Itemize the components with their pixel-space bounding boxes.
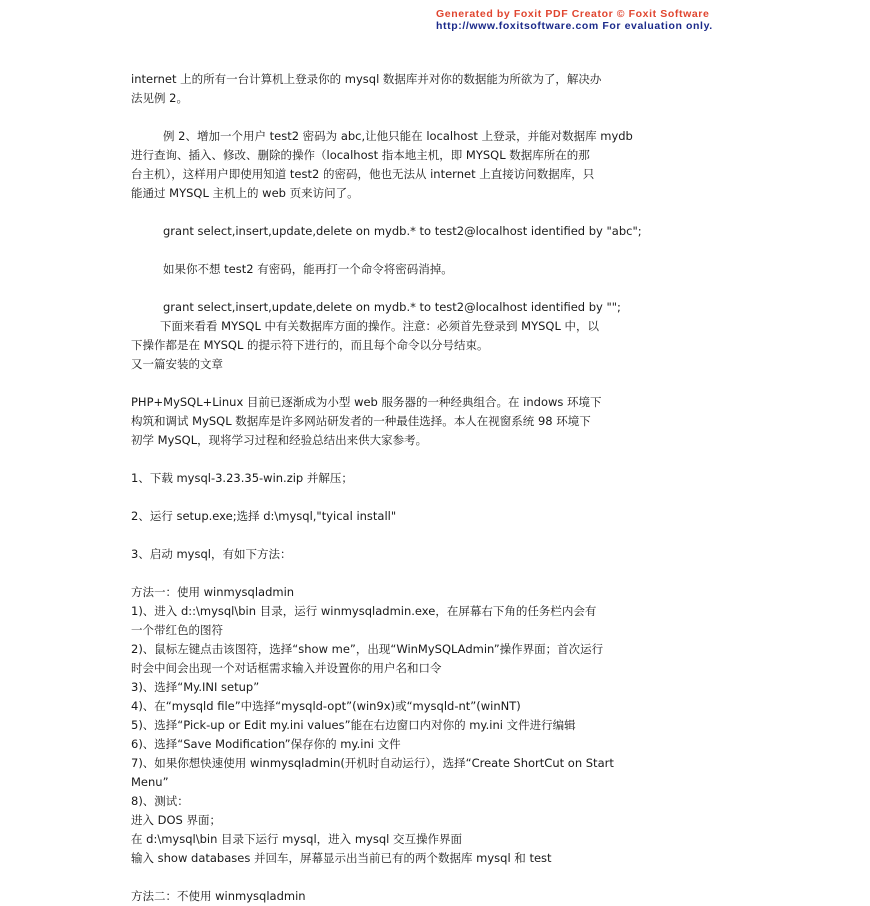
step-line: 2)、鼠标左键点击该图符，选择“show me”，出现“WinMySQLAdmin”操作界面；首次运行 [131, 642, 604, 656]
body-line: 例 2、增加一个用户 test2 密码为 abc,让他只能在 localhost 上登录，并能对数据库 mydb [163, 129, 633, 143]
body-line: 一个带红色的图符 [131, 623, 223, 637]
body-line: 进行查询、插入、修改、删除的操作（localhost 指本地主机，即 MYSQL 数据库所在的那 [131, 148, 590, 162]
body-line: 如果你不想 test2 有密码，能再打一个命令将密码消掉。 [163, 262, 453, 276]
body-line: 时会中间会出现一个对话框需求输入并设置你的用户名和口令 [131, 661, 442, 675]
body-line [131, 564, 743, 583]
body-line [131, 374, 743, 393]
watermark-line-1: Generated by Foxit PDF Creator © Foxit Software [436, 8, 710, 20]
body-line: Menu” [131, 775, 169, 789]
body-line: PHP+MySQL+Linux 目前已逐渐成为小型 web 服务器的一种经典组合。在 indows 环境下 [131, 395, 602, 409]
body-line: internet 上的所有一台计算机上登录你的 mysql 数据库并对你的数据能为所欲为了，解决办 [131, 72, 602, 86]
section-heading: 又一篇安装的文章 [131, 357, 223, 371]
foxit-watermark [436, 8, 866, 32]
watermark-line-2: http://www.foxitsoftware.com For evaluation only. [436, 20, 713, 32]
body-line: 进入 DOS 界面； [131, 813, 222, 827]
body-line [131, 450, 743, 469]
step-line: 3)、选择“My.INI setup” [131, 680, 260, 694]
body-line [131, 203, 743, 222]
body-line: 输入 show databases 并回车，屏幕显示出当前已有的两个数据库 mysql 和 test [131, 851, 552, 865]
step-line: 4)、在“mysqld file”中选择“mysqld-opt”(win9x)或“mysqld-nt”(winNT) [131, 699, 521, 713]
body-line [131, 526, 743, 545]
body-line: 法见例 2。 [131, 91, 188, 105]
step-line: 7)、如果你想快速使用 winmysqladmin(开机时自动运行），选择“Create ShortCut on Start [131, 756, 614, 770]
body-line: 能通过 MYSQL 主机上的 web 页来访问了。 [131, 186, 359, 200]
step-line: 3、启动 mysql，有如下方法： [131, 547, 292, 561]
body-line: 下操作都是在 MYSQL 的提示符下进行的，而且每个命令以分号结束。 [131, 338, 489, 352]
body-line: 下面来看看 MYSQL 中有关数据库方面的操作。注意：必须首先登录到 MYSQL 中，以 [160, 319, 600, 333]
code-line: grant select,insert,update,delete on mydb.* to test2@localhost identified by "abc"; [163, 224, 642, 238]
body-line: 构筑和调试 MySQL 数据库是许多网站研发者的一种最佳选择。本人在视窗系统 98 环境下 [131, 414, 591, 428]
code-line: grant select,insert,update,delete on mydb.* to test2@localhost identified by ""; [163, 300, 621, 314]
step-line: 1、下载 mysql-3.23.35-win.zip 并解压； [131, 471, 353, 485]
body-line [131, 868, 743, 887]
body-line: 初学 MySQL，现将学习过程和经验总结出来供大家参考。 [131, 433, 428, 447]
step-line: 6)、选择“Save Modification”保存你的 my.ini 文件 [131, 737, 401, 751]
step-line: 2、运行 setup.exe;选择 d:\mysql,"tyical install" [131, 509, 397, 523]
body-line [131, 241, 743, 260]
step-line: 5)、选择“Pick-up or Edit my.ini values”能在右边窗口内对你的 my.ini 文件进行编辑 [131, 718, 576, 732]
body-line [131, 108, 743, 127]
body-line: 台主机），这样用户即使用知道 test2 的密码，他也无法从 internet 上直接访问数据库，只 [131, 167, 595, 181]
method-heading: 方法二：不使用 winmysqladmin [131, 889, 306, 903]
method-heading: 方法一：使用 winmysqladmin [131, 585, 295, 599]
step-line: 8)、测试： [131, 794, 189, 808]
body-line [131, 279, 743, 298]
step-line: 1)、进入 d::\mysql\bin 目录，运行 winmysqladmin.exe，在屏幕右下角的任务栏内会有 [131, 604, 597, 618]
body-line [131, 488, 743, 507]
document-body [131, 70, 743, 906]
body-line: 在 d:\mysql\bin 目录下运行 mysql，进入 mysql 交互操作界面 [131, 832, 462, 846]
